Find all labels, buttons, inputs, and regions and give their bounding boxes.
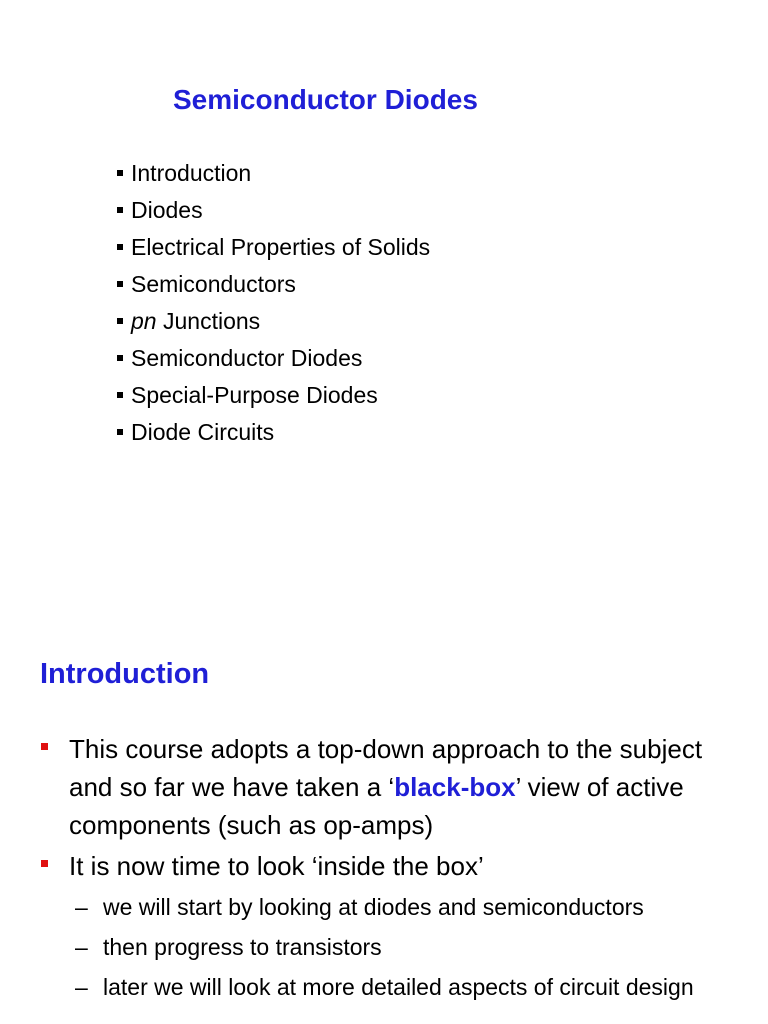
introduction-bullets bbox=[40, 730, 740, 1010]
sub-bullet-item bbox=[69, 967, 740, 1007]
contents-item-italic-prefix: pn bbox=[131, 308, 157, 334]
contents-item-label: Semiconductors bbox=[131, 271, 296, 297]
dash-bullet-icon: – bbox=[75, 934, 88, 960]
square-bullet-icon bbox=[117, 244, 123, 250]
contents-item-label: Introduction bbox=[131, 160, 252, 186]
red-square-bullet-icon bbox=[41, 743, 48, 750]
contents-item-label: Electrical Properties of Solids bbox=[131, 234, 431, 260]
contents-item-label: Diodes bbox=[131, 197, 203, 223]
bullet-item bbox=[40, 730, 740, 844]
square-bullet-icon bbox=[117, 170, 123, 176]
sub-bullet-text: then progress to transistors bbox=[103, 934, 382, 960]
contents-item bbox=[117, 340, 430, 377]
contents-item-label: Diode Circuits bbox=[131, 419, 275, 445]
dash-bullet-icon: – bbox=[75, 894, 88, 920]
square-bullet-icon bbox=[117, 207, 123, 213]
black-box-emphasis: black-box bbox=[394, 772, 516, 802]
dash-bullet-icon: – bbox=[75, 974, 88, 1000]
red-square-bullet-icon bbox=[41, 860, 48, 867]
contents-item bbox=[117, 303, 430, 340]
section-heading: Introduction bbox=[40, 658, 210, 690]
bullet-text-continued: ’ view of active components (such as op-amps) bbox=[69, 772, 684, 840]
square-bullet-icon bbox=[117, 318, 123, 324]
bullet-item bbox=[40, 847, 740, 1007]
sub-bullet-item bbox=[69, 887, 740, 927]
bullet-text: It is now time to look ‘inside the box’ bbox=[69, 851, 484, 881]
contents-list bbox=[117, 155, 430, 451]
bullet-text: This course adopts a top-down approach to the subject and so far we have taken a ‘ bbox=[69, 734, 703, 802]
contents-item bbox=[117, 155, 430, 192]
contents-item bbox=[117, 229, 430, 266]
square-bullet-icon bbox=[117, 392, 123, 398]
square-bullet-icon bbox=[117, 355, 123, 361]
contents-item-label: Special-Purpose Diodes bbox=[131, 382, 378, 408]
sub-bullet-item bbox=[69, 927, 740, 967]
square-bullet-icon bbox=[117, 429, 123, 435]
sub-bullet-text: we will start by looking at diodes and semiconductors bbox=[103, 894, 644, 920]
slide-title: Semiconductor Diodes bbox=[173, 84, 478, 115]
contents-item-label: Junctions bbox=[156, 308, 261, 334]
contents-item-label: Semiconductor Diodes bbox=[131, 345, 363, 371]
sub-bullets bbox=[69, 887, 740, 1007]
contents-item bbox=[117, 192, 430, 229]
contents-item bbox=[117, 266, 430, 303]
square-bullet-icon bbox=[117, 281, 123, 287]
contents-item bbox=[117, 414, 430, 451]
sub-bullet-text: later we will look at more detailed aspects of circuit design bbox=[103, 974, 694, 1000]
contents-item bbox=[117, 377, 430, 414]
